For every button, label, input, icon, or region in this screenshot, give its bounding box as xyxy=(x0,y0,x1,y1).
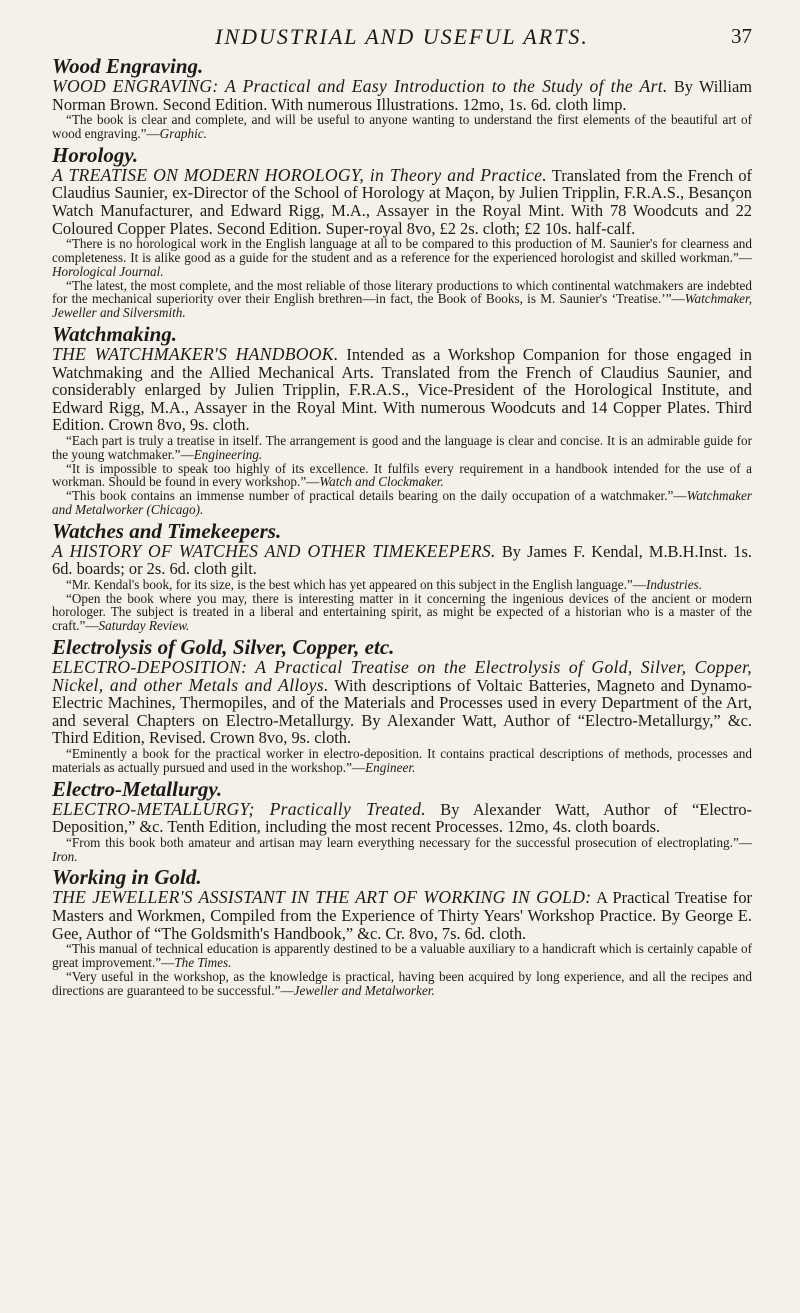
quote-text: “Open the book where you may, there is interesting matter in it concerning the ingenious devices of the ancient or modern horologer. The subject is treated in a liberal and entertaining spirit, as might be expected of a historian who is a master of the craft.”— xyxy=(52,590,752,634)
book-entry xyxy=(52,540,752,579)
quote-text: “The latest, the most complete, and the most reliable of those literary productions to which continental watchmakers are indebted for the mechanical superiority over their English brethren—in fact, the Book of Books, is M. Saunier's ‘Treatise.’”— xyxy=(52,277,752,307)
quote-source: Engineering. xyxy=(193,446,263,462)
quote-source: Graphic. xyxy=(159,125,207,141)
book-description: Translated from the French of Claudius Saunier, ex-Director of the School of Horology at Maçon, by Julien Tripplin, F.R.A.S., Besançon Watch Manufacturer, and Edward Rigg, M.A., Assayer in the Royal Mint. With 78 Woodcuts and 22 Coloured Copper Plates. Second Edition. Super-royal 8vo, £2 2s. cloth; £2 10s. half-calf. xyxy=(52,165,752,238)
book-entry xyxy=(52,889,752,942)
book-description: By William Norman Brown. Second Edition. With numerous Illustrations. 12mo, 1s. 6d. cloth limp. xyxy=(52,77,752,114)
book-entry xyxy=(52,659,752,747)
running-header xyxy=(52,22,752,52)
section-heading: Electrolysis of Gold, Silver, Copper, etc. xyxy=(52,635,395,660)
catalogue-section xyxy=(52,865,752,997)
book-entry xyxy=(52,798,752,837)
quote-source: Saturday Review. xyxy=(98,618,190,634)
quote-text: “Eminently a book for the practical worker in electro-deposition. It contains practical descriptions of methods, processes and materials as actually pursued and used in the workshop.”— xyxy=(52,746,752,775)
catalogue-section xyxy=(52,519,752,633)
review-quote xyxy=(52,434,752,462)
review-quote xyxy=(52,942,752,970)
catalogue-entries xyxy=(52,54,752,997)
section-heading: Electro-Metallurgy. xyxy=(52,776,223,801)
quote-source: Jeweller and Metalworker. xyxy=(293,982,435,998)
catalogue-section xyxy=(52,322,752,517)
book-description: A Practical Treatise for Masters and Workmen, Compiled from the Experience of Thirty Years' Workshop Practice. By George E. Gee, Author of “The Goldsmith's Handbook,” &c. Cr. 8vo, 7s. 6d. cloth. xyxy=(52,888,752,943)
review-quote xyxy=(52,113,752,141)
section-heading: Watches and Timekeepers. xyxy=(52,518,282,543)
quote-text: “This manual of technical education is apparently destined to be a valuable auxiliary to a handicraft which is certainly capable of great improvement.”— xyxy=(52,941,752,970)
quote-source: Watchmaker and Metalworker (Chicago). xyxy=(52,488,752,517)
review-quote xyxy=(52,747,752,775)
quote-text: “There is no horological work in the English language at all to be compared to this production of M. Saunier's for clearness and completeness. It is alike good as a guide for the student and as a reference for the experienced horologist and skilled workman.”— xyxy=(52,236,752,265)
quote-text: “Mr. Kendal's book, for its size, is the best which has yet appeared on this subject in the English language.”— xyxy=(66,576,646,592)
book-title: A TREATISE ON MODERN HOROLOGY, in Theory and Practice. xyxy=(52,164,547,185)
quote-source: Watch and Clockmaker. xyxy=(319,474,444,490)
quote-text: “Each part is truly a treatise in itself. The arrangement is good and the language is clear and concise. It is an admirable guide for the young watchmaker.”— xyxy=(52,432,752,462)
quote-text: “From this book both amateur and artisan may learn everything necessary for the successful prosecution of electroplating.”— xyxy=(66,834,752,850)
section-heading: Wood Engraving. xyxy=(52,54,204,78)
quote-source: Iron. xyxy=(52,848,78,864)
quote-source: Horological Journal. xyxy=(52,263,164,279)
review-quote xyxy=(52,489,752,517)
book-entry xyxy=(52,78,752,113)
section-heading: Watchmaking. xyxy=(52,321,178,346)
book-entry xyxy=(52,164,752,238)
book-entry xyxy=(52,343,752,435)
book-title: THE WATCHMAKER'S HANDBOOK. xyxy=(52,343,339,364)
book-description: By Alexander Watt, Author of “Electro-Deposition,” &c. Tenth Edition, including the most recent Processes. 12mo, 4s. cloth boards. xyxy=(52,799,752,837)
review-quote xyxy=(52,970,752,998)
book-title: A HISTORY OF WATCHES AND OTHER TIMEKEEPERS. xyxy=(52,540,496,561)
book-title: WOOD ENGRAVING: A Practical and Easy Introduction to the Study of the Art. xyxy=(52,76,668,96)
quote-source: Engineer. xyxy=(365,759,416,775)
quote-source: The Times. xyxy=(174,954,232,970)
quote-source: Industries. xyxy=(645,576,702,592)
review-quote xyxy=(52,237,752,278)
review-quote xyxy=(52,279,752,320)
quote-text: “Very useful in the workshop, as the knowledge is practical, having been acquired by long experience, and all the recipes and directions are guaranteed to be successful.”— xyxy=(52,968,752,998)
review-quote xyxy=(52,578,752,592)
section-heading: Working in Gold. xyxy=(52,865,202,890)
page-number: 37 xyxy=(731,24,752,48)
running-title: INDUSTRIAL AND USEFUL ARTS. xyxy=(215,24,589,49)
book-description: With descriptions of Voltaic Batteries, Magneto and Dynamo-Electric Machines, Thermopiles, and of the Materials and Processes used in every Department of the Art, and several Chapters on Electro-Metallurgy. By Alexander Watt, Author of “Electro-Metallurgy,” &c. Third Edition, Revised. Crown 8vo, 9s. cloth. xyxy=(52,675,753,748)
quote-text: “This book contains an immense number of practical details bearing on the daily occupation of a watchmaker.”— xyxy=(66,488,687,504)
catalogue-section xyxy=(52,777,752,864)
review-quote xyxy=(52,462,752,490)
book-title: ELECTRO-DEPOSITION: A Practical Treatise on the Electrolysis of Gold, Silver, Copper, Nickel, and other Metals and Alloys. xyxy=(52,657,752,695)
book-title: THE JEWELLER'S ASSISTANT IN THE ART OF WORKING IN GOLD: xyxy=(52,887,592,908)
book-title: ELECTRO-METALLURGY; Practically Treated. xyxy=(52,798,426,819)
catalogue-section xyxy=(52,143,752,320)
quote-text: “It is impossible to speak too highly of its excellence. It fulfils every requirement in a handbook intended for the use of a workman. Should be found in every workshop.”— xyxy=(52,460,752,490)
catalogue-section xyxy=(52,54,752,141)
book-description: By James F. Kendal, M.B.H.Inst. 1s. 6d. boards; or 2s. 6d. cloth gilt. xyxy=(52,541,752,579)
book-description: Intended as a Workshop Companion for those engaged in Watchmaking and the Allied Mechanical Arts. Translated from the French of Claudius Saunier, and considerably enlarged by Julien Tripplin, F.R.A.S., Vice-President of the Horological Institute, and Edward Rigg, M.A., Assayer in the Royal Mint. With numerous Woodcuts and 14 Copper Plates. Third Edition. Crown 8vo, 9s. cloth. xyxy=(52,344,752,435)
catalogue-section xyxy=(52,635,752,775)
review-quote xyxy=(52,592,752,633)
section-heading: Horology. xyxy=(52,142,139,167)
quote-source: Watchmaker, Jeweller and Silversmith. xyxy=(52,291,752,321)
quote-text: “The book is clear and complete, and will be useful to anyone wanting to understand the first elements of the beautiful art of wood engraving.”— xyxy=(52,112,752,141)
review-quote xyxy=(52,836,752,864)
